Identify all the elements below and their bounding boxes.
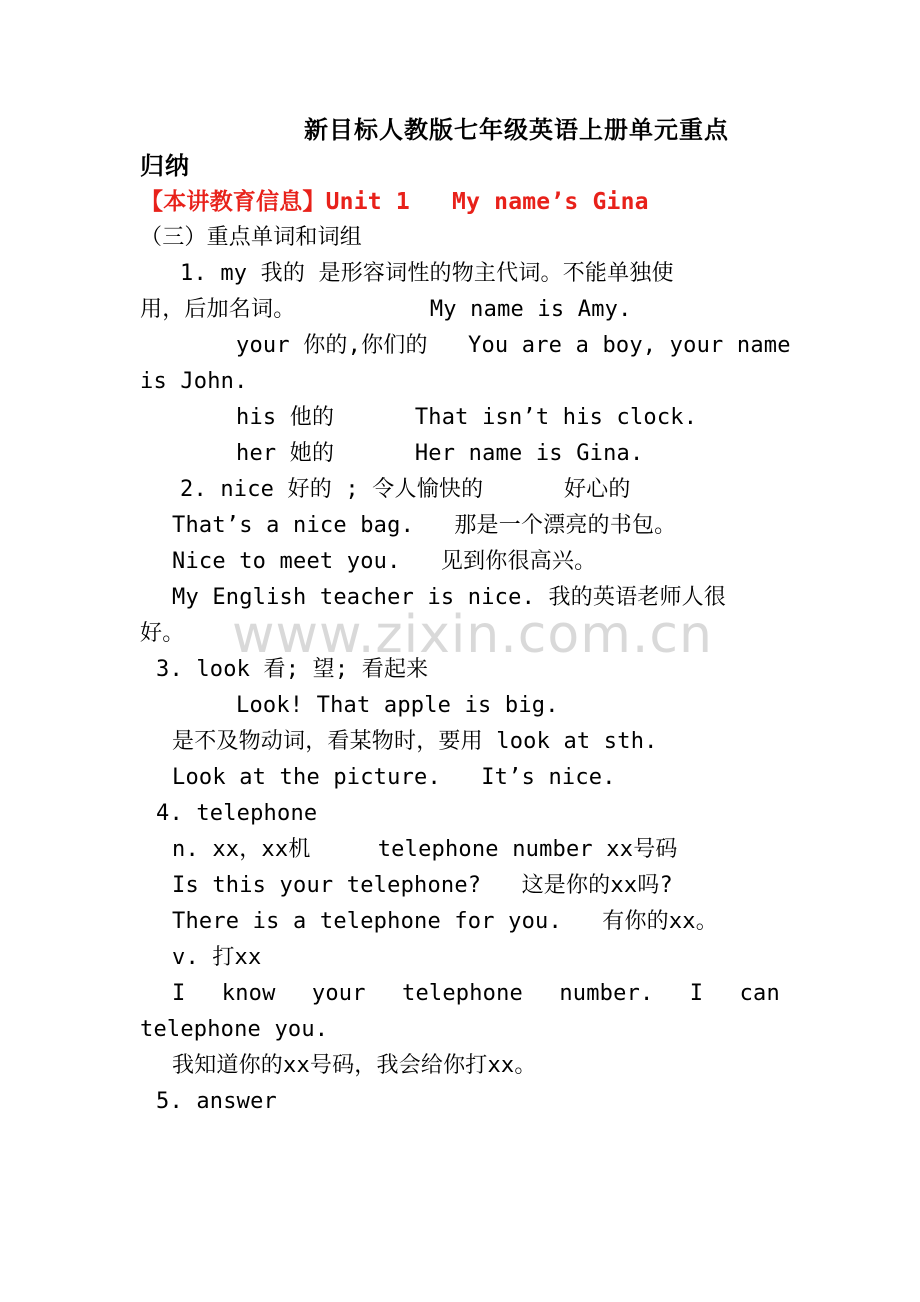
word: know bbox=[221, 981, 276, 1006]
text-line: My English teacher is nice. 我的英语老师人很 bbox=[172, 585, 727, 610]
text-line: There is a telephone for you. 有你的xx。 bbox=[172, 909, 718, 934]
text-line: 用，后加名词。 My name is Amy. bbox=[140, 297, 632, 322]
text-line: 1. my 我的 是形容词性的物主代词。不能单独使 bbox=[180, 261, 674, 286]
text-line: n. xx，xx机 telephone number xx号码 bbox=[172, 837, 678, 862]
word: can bbox=[739, 981, 780, 1006]
text-line: 3. look 看; 望; 看起来 bbox=[156, 657, 429, 682]
document-title: 新目标人教版七年级英语上册单元重点 bbox=[304, 116, 729, 144]
text-line: v. 打xx bbox=[172, 945, 262, 970]
text-line: her 她的 Her name is Gina. bbox=[236, 441, 644, 466]
text-line: 4. telephone bbox=[156, 801, 318, 826]
document-title-continued: 归纳 bbox=[140, 152, 190, 180]
text-line: 2. nice 好的 ; 令人愉快的 好心的 bbox=[180, 477, 631, 502]
justified-text-line bbox=[172, 980, 780, 1008]
text-line: your 你的,你们的 You are a boy, your name bbox=[236, 333, 791, 358]
word: number. bbox=[559, 981, 654, 1006]
text-line: Look! That apple is big. bbox=[236, 693, 559, 718]
watermark: www.zixin.com.cn bbox=[232, 605, 713, 665]
text-line: is John. bbox=[140, 369, 248, 394]
text-line: 我知道你的xx号码，我会给你打xx。 bbox=[172, 1053, 537, 1078]
word: your bbox=[311, 981, 366, 1006]
text-line: 好。 bbox=[140, 621, 185, 646]
text-line: Is this your telephone? 这是你的xx吗? bbox=[172, 873, 673, 898]
unit-heading: 【本讲教育信息】Unit 1 My name’s Gina bbox=[140, 189, 649, 215]
text-line: Look at the picture. It’s nice. bbox=[172, 765, 616, 790]
section-heading: （三）重点单词和词组 bbox=[140, 225, 363, 250]
word: telephone bbox=[402, 981, 524, 1006]
text-line: Nice to meet you. 见到你很高兴。 bbox=[172, 549, 597, 574]
word: I bbox=[689, 981, 704, 1006]
text-line: 5. answer bbox=[156, 1089, 278, 1114]
text-line: That’s a nice bag. 那是一个漂亮的书包。 bbox=[172, 513, 677, 538]
word: I bbox=[172, 981, 186, 1006]
text-line: telephone you. bbox=[140, 1017, 329, 1042]
text-line: 是不及物动词，看某物时，要用 look at sth. bbox=[172, 729, 658, 754]
text-line: his 他的 That isn’t his clock. bbox=[236, 405, 698, 430]
